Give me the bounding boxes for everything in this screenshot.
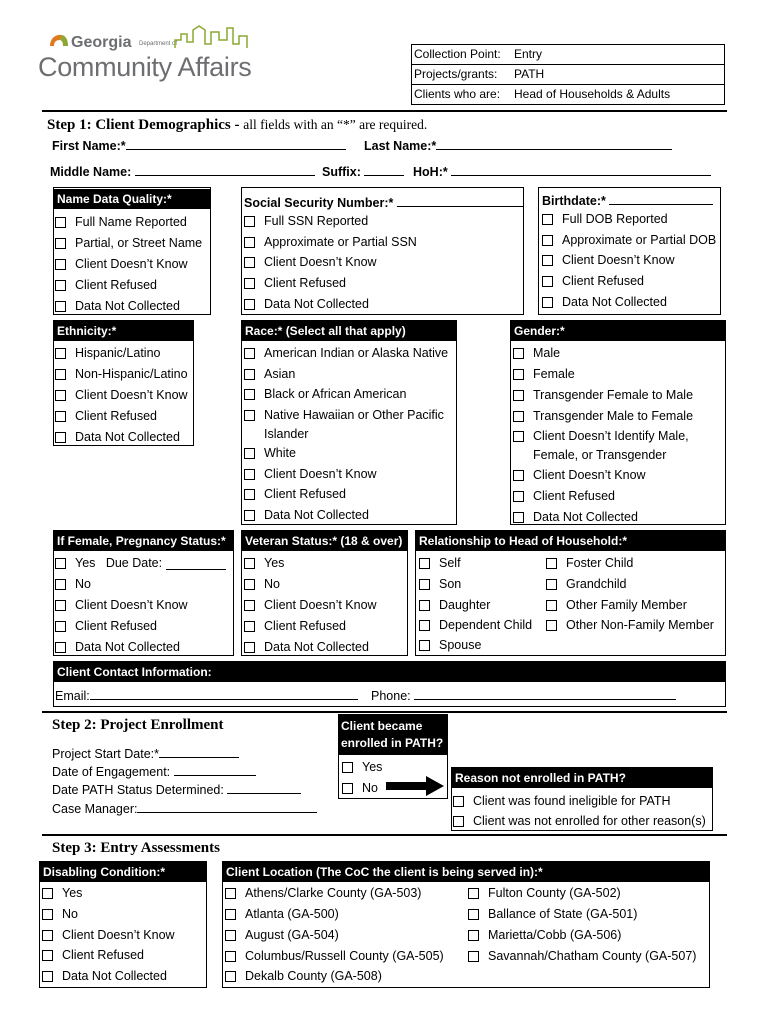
option-label: No (362, 781, 378, 795)
name-quality-option[interactable] (55, 298, 180, 314)
checkbox[interactable] (55, 579, 66, 590)
birthdate-option[interactable] (542, 211, 668, 227)
option-label: Grandchild (566, 577, 627, 591)
checkbox[interactable] (244, 278, 255, 289)
project-start-field[interactable] (52, 745, 239, 761)
checkbox[interactable] (542, 214, 553, 225)
checkbox[interactable] (419, 558, 430, 569)
contact-header: Client Contact Information: (53, 662, 726, 682)
email-label: Email: (55, 689, 90, 703)
checkbox[interactable] (55, 411, 66, 422)
disabling-option[interactable] (42, 947, 144, 963)
option-label: Atlanta (GA-500) (245, 907, 339, 921)
checkbox[interactable] (513, 431, 524, 442)
option-label: Native Hawaiian or Other Pacific (264, 408, 444, 422)
pregnancy-option[interactable] (55, 597, 188, 613)
step1-title: Step 1: Client Demographics - (47, 117, 240, 133)
checkbox[interactable] (468, 951, 479, 962)
gender-option[interactable] (513, 345, 560, 361)
checkbox[interactable] (542, 297, 553, 308)
option-label: Client Refused (75, 409, 157, 423)
option-label: American Indian or Alaska Native (264, 346, 449, 360)
step1-heading (47, 117, 427, 134)
checkbox[interactable] (513, 348, 524, 359)
option-label: Client Doesn’t Know (75, 257, 188, 271)
option-label: Marietta/Cobb (GA-506) (488, 928, 622, 942)
relationship-option[interactable] (419, 637, 481, 653)
checkbox[interactable] (542, 255, 553, 266)
hoh-field[interactable] (413, 163, 711, 179)
name-quality-option[interactable] (55, 256, 188, 272)
name-quality-option[interactable] (55, 277, 157, 293)
last-name-field[interactable] (364, 137, 672, 153)
enrolled-option[interactable] (342, 759, 382, 775)
ssn-label: Social Security Number:* (244, 196, 394, 210)
option-label: Approximate or Partial SSN (264, 235, 417, 249)
ssn-option[interactable] (244, 234, 417, 250)
checkbox[interactable] (55, 642, 66, 653)
option-label: Columbus/Russell County (GA-505) (245, 949, 444, 963)
option-label: Male (533, 346, 561, 360)
logo-georgia: Georgia (71, 34, 132, 51)
option-label: No (62, 907, 78, 921)
option-label: Hispanic/Latino (75, 346, 161, 360)
checkbox[interactable] (225, 930, 236, 941)
race-option[interactable] (244, 486, 346, 502)
enrolled-header (338, 715, 448, 755)
birthdate-option[interactable] (542, 294, 667, 310)
location-option[interactable] (468, 906, 637, 922)
checkbox[interactable] (244, 216, 255, 227)
name-quality-option[interactable] (55, 214, 187, 230)
checkbox[interactable] (42, 888, 53, 899)
checkbox[interactable] (244, 448, 255, 459)
logo-title: Community Affairs (38, 52, 252, 82)
option-label: White (264, 446, 296, 460)
middle-name-field[interactable] (50, 163, 315, 179)
logo-dept: Department of (139, 41, 178, 47)
checkbox[interactable] (513, 512, 524, 523)
checkbox[interactable] (244, 621, 255, 632)
option-label: Client was not enrolled for other reason(s) (473, 814, 706, 828)
checkbox[interactable] (419, 600, 430, 611)
collection-label: Collection Point: (414, 47, 501, 61)
option-label: Full Name Reported (75, 215, 187, 229)
option-label: Client Doesn’t Know (562, 253, 675, 267)
veteran-option[interactable] (244, 576, 280, 592)
checkbox[interactable] (546, 620, 557, 631)
location-header: Client Location (The CoC the client is being served in):* (222, 862, 710, 882)
ssn-field[interactable] (244, 194, 523, 210)
ethnicity-option[interactable] (55, 345, 160, 361)
middle-name-label: Middle Name: (50, 165, 132, 179)
checkbox[interactable] (453, 816, 464, 827)
ssn-option[interactable] (244, 213, 368, 229)
checkbox[interactable] (55, 217, 66, 228)
email-field[interactable] (55, 687, 358, 703)
disabling-option[interactable] (42, 968, 167, 984)
race-option[interactable] (244, 366, 295, 382)
option-label: Female (533, 367, 575, 381)
checkbox[interactable] (244, 600, 255, 611)
checkbox[interactable] (244, 579, 255, 590)
option-label: Client Refused (562, 274, 644, 288)
table-row (412, 65, 725, 85)
birthdate-field[interactable] (542, 192, 713, 208)
last-name-label: Last Name:* (364, 139, 437, 153)
option-label: Data Not Collected (75, 640, 180, 654)
option-label: Client Doesn’t Identify Male, (533, 429, 689, 443)
location-option[interactable] (468, 927, 621, 943)
gender-option[interactable] (513, 428, 689, 444)
path-status-date-field[interactable] (52, 781, 301, 797)
collection-value: PATH (512, 65, 725, 85)
enrolled-header-line2: enrolled in PATH? (341, 736, 444, 750)
relationship-option[interactable] (419, 617, 532, 633)
field-label: Date PATH Status Determined: (52, 783, 224, 797)
due-date-label: Due Date: (105, 556, 163, 570)
checkbox[interactable] (342, 762, 353, 773)
relationship-option[interactable] (419, 576, 461, 592)
checkbox[interactable] (244, 642, 255, 653)
option-label: Athens/Clarke County (GA-503) (245, 886, 422, 900)
phone-label: Phone: (371, 689, 411, 703)
location-option[interactable] (468, 885, 621, 901)
birthdate-option[interactable] (542, 252, 675, 268)
table-row (412, 45, 725, 65)
relationship-option[interactable] (419, 555, 461, 571)
checkbox[interactable] (42, 950, 53, 961)
option-label: Client Doesn’t Know (264, 467, 377, 481)
option-label: Yes (264, 556, 285, 570)
option-label: Asian (264, 367, 296, 381)
checkbox[interactable] (468, 888, 479, 899)
disabling-option[interactable] (42, 927, 175, 943)
enrolled-option[interactable] (342, 780, 378, 796)
checkbox[interactable] (244, 348, 255, 359)
collection-label: Clients who are: (412, 85, 513, 105)
checkbox[interactable] (225, 909, 236, 920)
race-option-continued: Islander (264, 427, 309, 441)
ethnicity-option[interactable] (55, 429, 180, 445)
checkbox[interactable] (55, 432, 66, 443)
option-label: Client Refused (264, 619, 346, 633)
checkbox[interactable] (513, 470, 524, 481)
checkbox[interactable] (244, 410, 255, 421)
checkbox[interactable] (55, 621, 66, 632)
checkbox[interactable] (55, 301, 66, 312)
option-label: Transgender Female to Male (533, 388, 694, 402)
reason-header: Reason not enrolled in PATH? (451, 768, 713, 788)
location-option[interactable] (225, 948, 444, 964)
option-label: Client Refused (62, 948, 144, 962)
race-option[interactable] (244, 466, 377, 482)
ethnicity-option[interactable] (55, 387, 188, 403)
relationship-option[interactable] (546, 555, 633, 571)
disabling-option[interactable] (42, 906, 78, 922)
checkbox[interactable] (513, 411, 524, 422)
checkbox[interactable] (225, 971, 236, 982)
checkbox[interactable] (468, 909, 479, 920)
field-label: Date of Engagement: (52, 765, 171, 779)
option-label: Client Doesn’t Know (75, 598, 188, 612)
checkbox[interactable] (55, 280, 66, 291)
disabling-header: Disabling Condition:* (39, 862, 207, 882)
option-label: Client Doesn’t Know (264, 598, 377, 612)
option-label: Data Not Collected (562, 295, 667, 309)
due-date-field[interactable] (166, 557, 226, 570)
pregnancy-option[interactable] (55, 639, 180, 655)
option-label: Client Refused (264, 276, 346, 290)
step1-note: all fields with an “*” are required. (243, 117, 428, 132)
checkbox[interactable] (513, 390, 524, 401)
gender-option[interactable] (513, 488, 615, 504)
ethnicity-option[interactable] (55, 408, 157, 424)
option-label: Client Refused (264, 487, 346, 501)
collection-label: Projects/grants: (412, 65, 513, 85)
location-option[interactable] (468, 948, 696, 964)
option-label: No (75, 577, 91, 591)
option-label: No (264, 577, 280, 591)
option-label: Other Family Member (566, 598, 687, 612)
option-label: Data Not Collected (75, 299, 180, 313)
step2-title: Step 2: Project Enrollment (52, 717, 224, 733)
relationship-option[interactable] (546, 597, 687, 613)
option-label: Other Non-Family Member (566, 618, 714, 632)
checkbox[interactable] (55, 259, 66, 270)
reason-option[interactable] (453, 793, 671, 809)
option-label: Client Doesn’t Know (264, 255, 377, 269)
checkbox[interactable] (513, 491, 524, 502)
logo (38, 24, 258, 86)
relationship-option[interactable] (546, 576, 626, 592)
engagement-date-field[interactable] (52, 763, 256, 779)
case-manager-field[interactable] (52, 800, 317, 816)
checkbox[interactable] (42, 971, 53, 982)
option-label: Client Doesn’t Know (533, 468, 646, 482)
name-quality-header: Name Data Quality:* (53, 189, 211, 209)
veteran-option[interactable] (244, 597, 377, 613)
gender-option[interactable] (513, 509, 638, 525)
checkbox[interactable] (546, 579, 557, 590)
checkbox[interactable] (55, 390, 66, 401)
pregnancy-option[interactable] (55, 618, 157, 634)
veteran-option[interactable] (244, 555, 284, 571)
option-label: Self (439, 556, 461, 570)
birthdate-option[interactable] (542, 273, 644, 289)
field-label: Project Start Date:* (52, 747, 159, 761)
option-label: Son (439, 577, 462, 591)
option-label: Partial, or Street Name (75, 236, 203, 250)
option-label: Client Doesn’t Know (75, 388, 188, 402)
field-label: Case Manager: (52, 802, 138, 816)
veteran-option[interactable] (244, 618, 346, 634)
phone-field[interactable] (371, 687, 676, 703)
option-label: Client Doesn’t Know (62, 928, 175, 942)
collection-table (411, 44, 725, 105)
veteran-option[interactable] (244, 639, 369, 655)
ssn-option[interactable] (244, 254, 377, 270)
checkbox[interactable] (542, 235, 553, 246)
pregnancy-header: If Female, Pregnancy Status:* (53, 531, 234, 551)
checkbox[interactable] (453, 796, 464, 807)
arrow-right-icon (386, 776, 444, 796)
ethnicity-option[interactable] (55, 366, 188, 382)
first-name-label: First Name:* (52, 139, 126, 153)
step3-title: Step 3: Entry Assessments (52, 840, 220, 856)
checkbox[interactable] (419, 620, 430, 631)
pregnancy-option[interactable] (55, 576, 91, 592)
option-label: Client was found ineligible for PATH (473, 794, 671, 808)
checkbox[interactable] (55, 238, 66, 249)
checkbox[interactable] (546, 558, 557, 569)
relationship-option[interactable] (546, 617, 714, 633)
reason-option[interactable] (453, 813, 706, 829)
enrolled-header-line1: Client became (341, 719, 423, 733)
ssn-option[interactable] (244, 275, 346, 291)
option-label: Savannah/Chatham County (GA-507) (488, 949, 697, 963)
option-label: Transgender Male to Female (533, 409, 694, 423)
gender-option-continued: Female, or Transgender (533, 448, 667, 462)
option-label: Dekalb County (GA-508) (245, 969, 382, 983)
gender-header: Gender:* (510, 321, 726, 341)
option-label: Data Not Collected (533, 510, 638, 524)
option-label: Client Refused (75, 619, 157, 633)
hoh-label: HoH:* (413, 165, 448, 179)
option-label: Ballance of State (GA-501) (488, 907, 638, 921)
option-label: Yes (75, 556, 96, 570)
checkbox[interactable] (468, 930, 479, 941)
location-option[interactable] (225, 927, 339, 943)
checkbox[interactable] (244, 369, 255, 380)
relationship-option[interactable] (419, 597, 490, 613)
checkbox[interactable] (55, 348, 66, 359)
option-label: Yes (62, 886, 83, 900)
ethnicity-header: Ethnicity:* (53, 321, 194, 341)
ssn-option[interactable] (244, 296, 369, 312)
checkbox[interactable] (244, 257, 255, 268)
checkbox[interactable] (342, 783, 353, 794)
location-option[interactable] (225, 906, 339, 922)
checkbox[interactable] (42, 909, 53, 920)
option-label: Non-Hispanic/Latino (75, 367, 188, 381)
gender-option[interactable] (513, 467, 646, 483)
disabling-option[interactable] (42, 885, 82, 901)
first-name-field[interactable] (52, 137, 346, 153)
checkbox[interactable] (419, 640, 430, 651)
checkbox[interactable] (244, 469, 255, 480)
checkbox[interactable] (419, 579, 430, 590)
option-label: Approximate or Partial DOB (562, 233, 717, 247)
divider (42, 110, 727, 112)
divider (42, 711, 727, 713)
pregnancy-yes-option[interactable] (55, 555, 226, 571)
gender-option[interactable] (513, 387, 693, 403)
option-label: Daughter (439, 598, 491, 612)
option-label: Full DOB Reported (562, 212, 668, 226)
race-option[interactable] (244, 445, 296, 461)
checkbox[interactable] (55, 558, 66, 569)
checkbox[interactable] (55, 600, 66, 611)
checkbox[interactable] (225, 888, 236, 899)
option-label: Fulton County (GA-502) (488, 886, 621, 900)
logo-mark-icon (48, 32, 70, 48)
option-label: Data Not Collected (62, 969, 167, 983)
suffix-field[interactable] (322, 163, 404, 179)
checkbox[interactable] (244, 237, 255, 248)
checkbox[interactable] (244, 558, 255, 569)
option-label: Black or African American (264, 387, 407, 401)
location-option[interactable] (225, 885, 421, 901)
race-option[interactable] (244, 407, 444, 423)
checkbox[interactable] (55, 369, 66, 380)
option-label: Foster Child (566, 556, 634, 570)
option-label: Dependent Child (439, 618, 533, 632)
table-row (412, 85, 725, 105)
collection-value: Entry (514, 47, 543, 61)
race-option[interactable] (244, 507, 369, 523)
option-label: August (GA-504) (245, 928, 339, 942)
checkbox[interactable] (513, 369, 524, 380)
divider (42, 834, 727, 836)
name-quality-option[interactable] (55, 235, 202, 251)
checkbox[interactable] (244, 510, 255, 521)
race-option[interactable] (244, 386, 406, 402)
gender-option[interactable] (513, 408, 693, 424)
birthdate-option[interactable] (542, 232, 716, 248)
collection-value: Head of Households & Adults (512, 85, 725, 105)
veteran-header: Veteran Status:* (18 & over) (241, 531, 408, 551)
checkbox[interactable] (542, 276, 553, 287)
suffix-label: Suffix: (322, 165, 361, 179)
race-option[interactable] (244, 345, 448, 361)
option-label: Yes (362, 760, 383, 774)
relationship-header: Relationship to Head of Household:* (415, 531, 726, 551)
option-label: Data Not Collected (264, 640, 369, 654)
option-label: Client Refused (533, 489, 615, 503)
birthdate-label: Birthdate:* (542, 194, 606, 208)
option-label: Data Not Collected (264, 508, 369, 522)
checkbox[interactable] (244, 489, 255, 500)
option-label: Full SSN Reported (264, 214, 369, 228)
race-header: Race:* (Select all that apply) (241, 321, 457, 341)
checkbox[interactable] (225, 951, 236, 962)
checkbox[interactable] (244, 389, 255, 400)
option-label: Data Not Collected (75, 430, 180, 444)
checkbox[interactable] (42, 930, 53, 941)
gender-option[interactable] (513, 366, 575, 382)
location-option[interactable] (225, 968, 382, 984)
option-label: Client Refused (75, 278, 157, 292)
skyline-icon (173, 24, 253, 50)
option-label: Spouse (439, 638, 482, 652)
option-label: Data Not Collected (264, 297, 369, 311)
checkbox[interactable] (546, 600, 557, 611)
checkbox[interactable] (244, 299, 255, 310)
